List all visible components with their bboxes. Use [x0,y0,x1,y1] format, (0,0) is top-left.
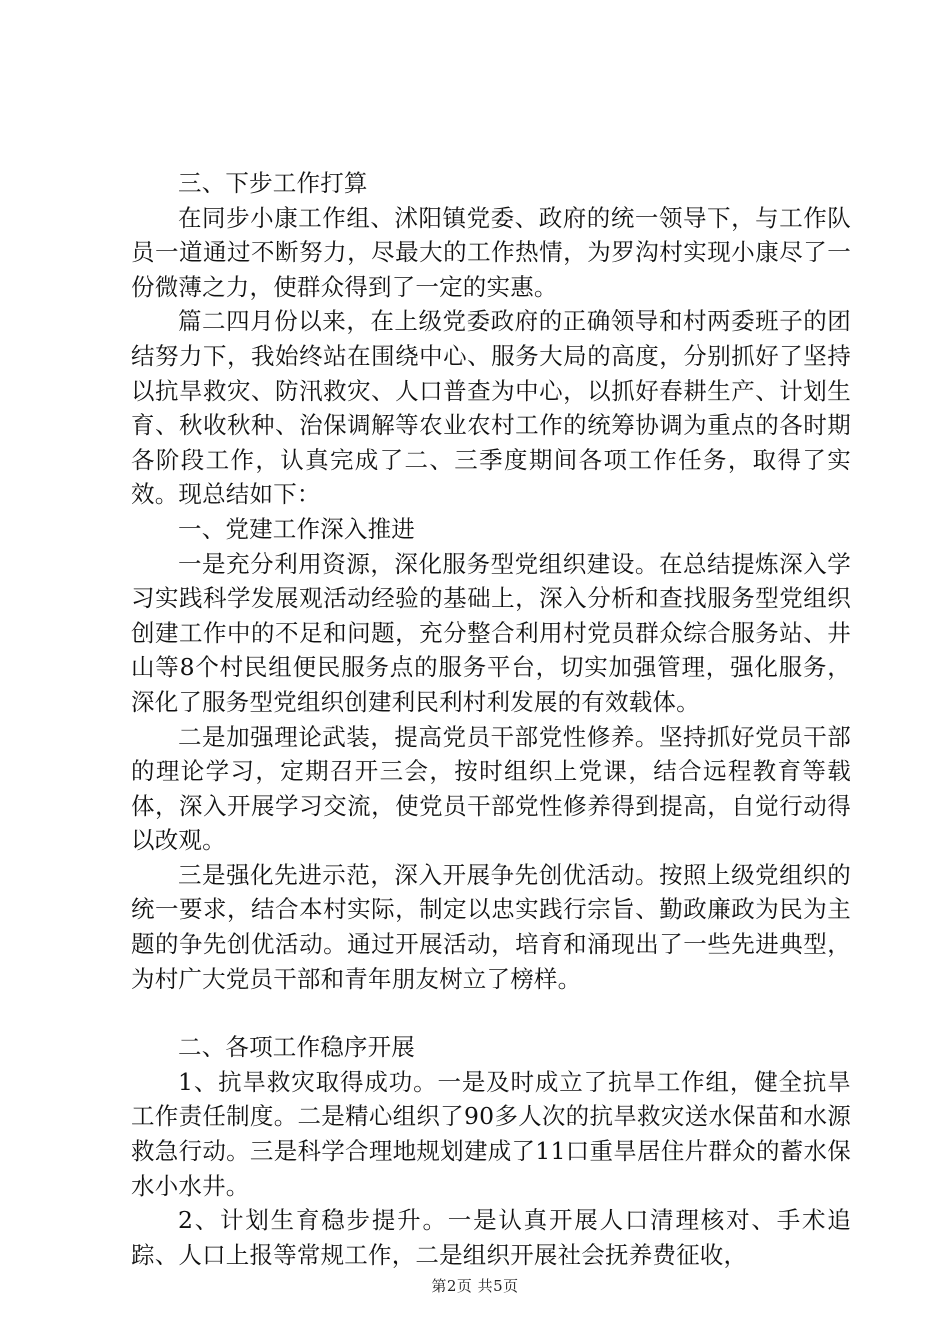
section-heading-party-building: 一、党建工作深入推进 [178,514,415,543]
paragraph-drought-relief: 1、抗旱救灾取得成功。一是及时成立了抗旱工作组，健全抗旱工作责任制度。二是精心组织了90多人次的抗旱救灾送水保苗和水源救急行动。三是科学合理地规划建成了11口重旱居住片群众的蓄水保水小水井。 [131,1067,851,1200]
paragraph-service-party-org: 一是充分利用资源，深化服务型党组织建设。在总结提炼深入学习实践科学发展观活动经验的基础上，深入分析和查找服务型党组织创建工作中的不足和问题，充分整合利用村党员群众综合服务站、井山等8个村民组便民服务点的服务平台，切实加强管理，强化服务，深化了服务型党组织创建利民利村利发展的有效载体。 [131,549,851,716]
paragraph-gap [131,996,851,1030]
paragraph-part-two-intro: 篇二四月份以来，在上级党委政府的正确领导和村两委班子的团结努力下，我始终站在围绕中心、服务大局的高度，分别抓好了坚持以抗旱救灾、防汛救灾、人口普查为中心，以抓好春耕生产、计划生育、秋收秋种、治保调解等农业农村工作的统筹协调为重点的各时期各阶段工作，认真完成了二、三季度期间各项工作任务，取得了实效。现总结如下： [131,307,851,509]
paragraph-theory-study: 二是加强理论武装，提高党员干部党性修养。坚持抓好党员干部的理论学习，定期召开三会，按时组织上党课，结合远程教育等载体，深入开展学习交流，使党员干部党性修养得到提高，自觉行动得以改观。 [131,722,851,855]
page-number-footer: 第2页 共5页 [431,1277,519,1295]
section-heading-work-progress: 二、各项工作稳序开展 [178,1033,415,1062]
paragraph-xiaokang-summary: 在同步小康工作组、沭阳镇党委、政府的统一领导下，与工作队员一道通过不断努力，尽最大的工作热情，为罗沟村实现小康尽了一份微薄之力，使群众得到了一定的实惠。 [131,203,851,301]
paragraph-family-planning: 2、计划生育稳步提升。一是认真开展人口清理核对、手术追踪、人口上报等常规工作，二是组织开展社会抚养费征收， [131,1206,851,1269]
paragraph-advanced-models: 三是强化先进示范，深入开展争先创优活动。按照上级党组织的统一要求，结合本村实际，制定以忠实践行宗旨、勤政廉政为民为主题的争先创优活动。通过开展活动，培育和涌现出了一些先进典型，为村广大党员干部和青年朋友树立了榜样。 [131,860,851,993]
section-heading-next-steps: 三、下步工作打算 [178,169,368,197]
document-body [131,166,851,1272]
